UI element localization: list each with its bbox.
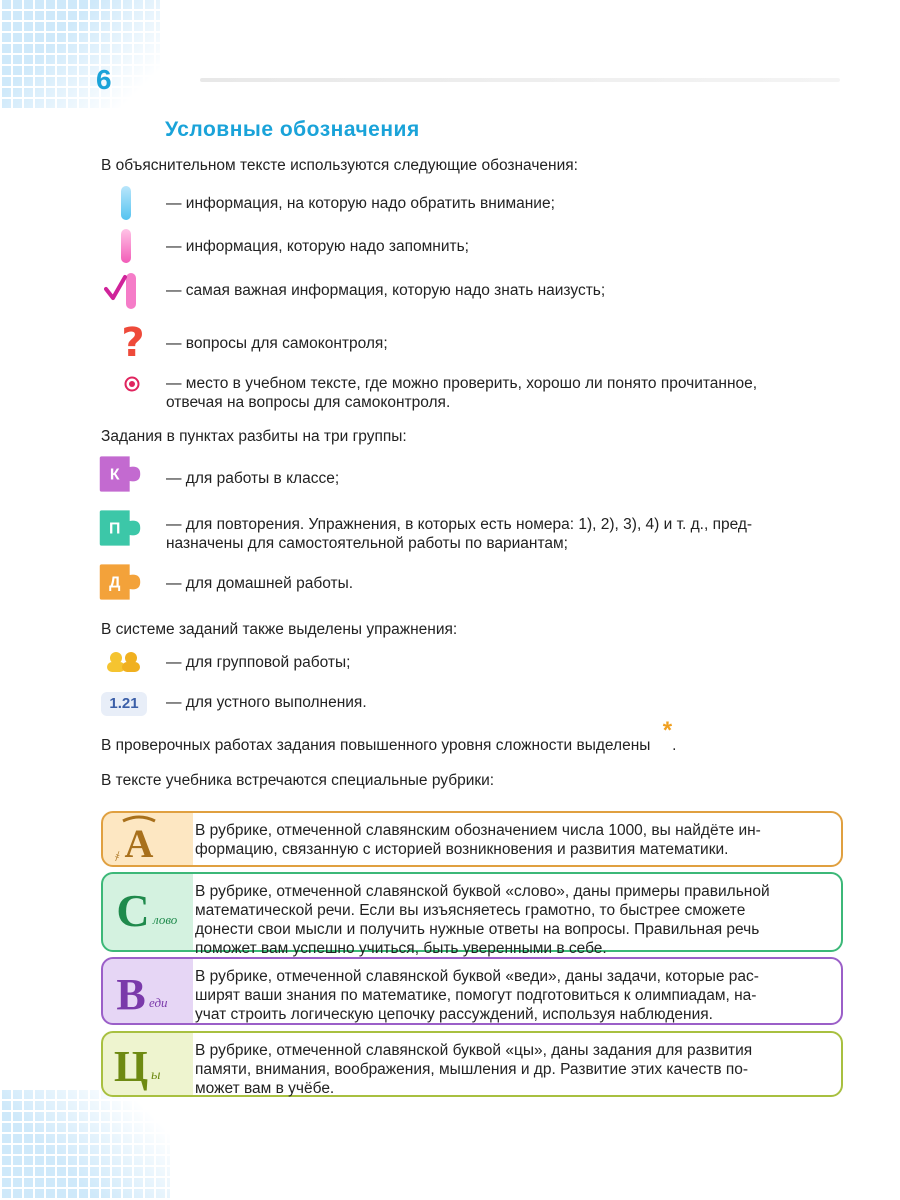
puzzle-d-icon xyxy=(98,562,142,602)
asterisk-icon: * xyxy=(662,717,673,744)
rubric-glyph: С xyxy=(116,885,150,936)
group-item: — для повторения. Упражнения, в которых есть номера: 1), 2), 3), 4) и т. д., пред- назначены для самостоятельной работы по вариантам; xyxy=(166,516,753,552)
rubric-glyph-sub: лово xyxy=(153,912,178,927)
page-title: Условные обозначения xyxy=(165,118,420,141)
svg-text:?: ? xyxy=(121,322,145,364)
question-mark-icon xyxy=(118,322,148,364)
puzzle-k-icon xyxy=(98,454,142,494)
rubric-box-history xyxy=(101,811,843,867)
rubric-glyph-sub: ы xyxy=(151,1068,161,1083)
vedi-letter-icon xyxy=(103,959,191,1023)
hard-tasks-end: . xyxy=(672,737,677,754)
rubric-text: В рубрике, отмеченной славянской буквой «веди», даны задачи, которые рас- ширят ваши знания по математике, помогут подготовиться к олимпиадам, на- учат строить логическую цепочку рассуждений, используя наблюдения. xyxy=(195,968,759,1023)
rubric-glyph: А xyxy=(124,821,154,865)
groups-intro: Задания в пунктах разбиты на три группы: xyxy=(101,428,407,445)
svg-text:҂: ҂ xyxy=(115,850,120,865)
check-bar-icon xyxy=(104,273,140,311)
corner-grid-decoration xyxy=(0,1090,170,1200)
rubric-glyph: Ц xyxy=(113,1042,149,1091)
puzzle-letter: К xyxy=(109,466,120,484)
rubric-glyph: В xyxy=(116,970,146,1019)
exercises-intro: В системе заданий также выделены упражнения: xyxy=(101,621,458,638)
blue-bar-icon xyxy=(121,186,131,220)
exercise-item: — для групповой работы; xyxy=(166,654,351,671)
puzzle-letter: Д xyxy=(109,574,121,592)
page-number: 6 xyxy=(96,64,112,95)
legend-item: — информация, на которую надо обратить внимание; xyxy=(166,195,555,212)
rubric-box-vedi xyxy=(101,957,843,1025)
exercise-item: — для устного выполнения. xyxy=(166,694,367,711)
oral-exercise-badge: 1.21 xyxy=(101,692,147,716)
thousand-sign-icon xyxy=(103,813,191,865)
rubric-text: В рубрике, отмеченной славянской буквой «слово», даны примеры правильной математической речи. Если вы изъясняетесь грамотно, то быстрее сможете донести свои мысли и получить нужные ответы на вопросы. Правильная речь поможет вам успешно учиться, быть уверенными в себе. xyxy=(195,883,770,957)
group-item: — для домашней работы. xyxy=(166,575,354,592)
tsy-letter-icon xyxy=(103,1033,191,1095)
intro-text: В объяснительном тексте используются следующие обозначения: xyxy=(101,157,578,174)
legend-item: — место в учебном тексте, где можно проверить, хорошо ли понято прочитанное, отвечая на вопросы для самоконтроля. xyxy=(166,375,758,411)
pink-bar-icon xyxy=(121,229,131,263)
hard-tasks-label: В проверочных работах задания повышенного уровня сложности выделены xyxy=(101,737,651,754)
rubric-text: В рубрике, отмеченной славянской буквой «цы», даны задания для развития памяти, внимания, воображения, мышления и др. Развитие этих качеств по- может вам в учёбе. xyxy=(195,1042,753,1097)
group-work-icon xyxy=(104,651,144,673)
rubric-glyph-sub: еди xyxy=(149,995,168,1010)
target-icon xyxy=(124,376,140,392)
rubric-box-slovo xyxy=(101,872,843,957)
puzzle-p-icon xyxy=(98,508,142,548)
legend-item: — самая важная информация, которую надо знать наизусть; xyxy=(166,282,606,299)
rubric-text: В рубрике, отмеченной славянским обозначением числа 1000, вы найдёте ин- формацию, связанную с историей возникновения и развития математики. xyxy=(195,822,761,858)
header-rule xyxy=(200,78,840,82)
slovo-letter-icon xyxy=(103,874,191,950)
corner-grid-decoration xyxy=(0,0,160,110)
rubric-box-tsy xyxy=(101,1031,843,1097)
puzzle-letter: П xyxy=(109,520,121,538)
legend-item: — вопросы для самоконтроля; xyxy=(166,335,388,352)
hard-tasks-text xyxy=(101,717,677,755)
group-item: — для работы в классе; xyxy=(166,470,340,487)
legend-item: — информация, которую надо запомнить; xyxy=(166,238,469,255)
rubrics-intro: В тексте учебника встречаются специальные рубрики: xyxy=(101,772,495,789)
